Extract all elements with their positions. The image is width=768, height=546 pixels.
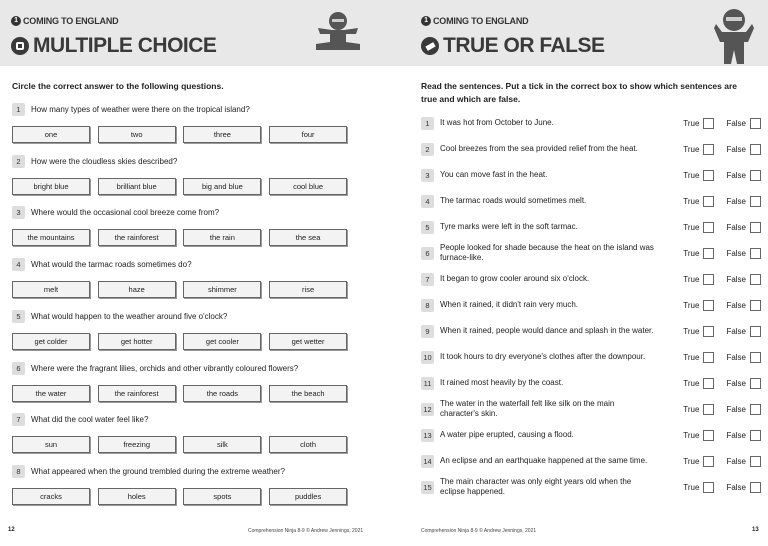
chapter-number: 1 — [11, 16, 21, 26]
false-checkbox[interactable] — [750, 300, 761, 311]
false-label: False — [726, 248, 746, 258]
true-checkbox[interactable] — [703, 170, 714, 181]
statement-text: The main character was only eight years old when the eclipse happened. — [440, 477, 632, 496]
statement-row — [421, 111, 761, 135]
statement-row — [421, 345, 761, 369]
statement-number: 1 — [421, 117, 434, 130]
question-number: 1 — [12, 103, 25, 116]
false-option[interactable] — [726, 222, 761, 233]
answer-option[interactable]: silk — [183, 436, 261, 453]
answer-option[interactable]: bright blue — [12, 178, 90, 195]
true-checkbox[interactable] — [703, 482, 714, 493]
answer-option[interactable]: four — [269, 126, 347, 143]
false-option[interactable] — [726, 118, 761, 129]
true-option[interactable] — [683, 248, 714, 259]
statement-text: The water in the waterfall felt like silk on the main character's skin. — [440, 399, 615, 418]
false-option[interactable] — [726, 300, 761, 311]
false-option[interactable] — [726, 378, 761, 389]
answer-option[interactable]: the beach — [269, 385, 347, 402]
statement-number: 9 — [421, 325, 434, 338]
statement-text: The tarmac roads would sometimes melt. — [440, 196, 587, 205]
false-checkbox[interactable] — [750, 196, 761, 207]
statement-number: 8 — [421, 299, 434, 312]
statement-number: 14 — [421, 455, 434, 468]
answer-option[interactable]: holes — [98, 488, 176, 505]
answer-option[interactable]: the rainforest — [98, 229, 176, 246]
true-checkbox[interactable] — [703, 196, 714, 207]
true-checkbox[interactable] — [703, 248, 714, 259]
thumbs-icon — [421, 37, 439, 55]
false-option[interactable] — [726, 196, 761, 207]
statement-number: 11 — [421, 377, 434, 390]
false-option[interactable] — [726, 482, 761, 493]
true-checkbox[interactable] — [703, 430, 714, 441]
true-checkbox[interactable] — [703, 300, 714, 311]
true-checkbox[interactable] — [703, 326, 714, 337]
chapter-label — [11, 16, 118, 26]
page-number: 12 — [8, 527, 15, 533]
answer-option[interactable]: freezing — [98, 436, 176, 453]
false-checkbox[interactable] — [750, 378, 761, 389]
statement-row — [421, 423, 761, 447]
false-checkbox[interactable] — [750, 326, 761, 337]
true-checkbox[interactable] — [703, 144, 714, 155]
statement-number: 4 — [421, 195, 434, 208]
chapter-label — [421, 16, 528, 26]
false-option[interactable] — [726, 430, 761, 441]
true-label: True — [683, 222, 700, 232]
true-label: True — [683, 274, 700, 284]
question — [12, 258, 192, 271]
true-label: True — [683, 352, 700, 362]
false-option[interactable] — [726, 274, 761, 285]
false-checkbox[interactable] — [750, 404, 761, 415]
statement-row — [421, 319, 761, 343]
false-checkbox[interactable] — [750, 248, 761, 259]
chapter-number: 1 — [421, 16, 431, 26]
answer-option[interactable]: the water — [12, 385, 90, 402]
statement-row — [421, 267, 761, 291]
false-label: False — [726, 378, 746, 388]
answer-option[interactable]: sun — [12, 436, 90, 453]
true-option[interactable] — [683, 378, 714, 389]
statement-number: 3 — [421, 169, 434, 182]
question-text: Where were the fragrant lilies, orchids and other vibrantly coloured flowers? — [31, 363, 299, 373]
true-checkbox[interactable] — [703, 222, 714, 233]
statement-row — [421, 449, 761, 473]
title-text: MULTIPLE CHOICE — [33, 34, 217, 57]
true-label: True — [683, 326, 700, 336]
answer-option[interactable]: puddles — [269, 488, 347, 505]
statement-row — [421, 475, 761, 499]
answer-option[interactable]: get hotter — [98, 333, 176, 350]
true-option[interactable] — [683, 482, 714, 493]
page-title — [11, 34, 216, 58]
true-option[interactable] — [683, 196, 714, 207]
statement-text: An eclipse and an earthquake happened at the same time. — [440, 456, 648, 465]
question-text: What would the tarmac roads sometimes do? — [31, 260, 192, 270]
false-option[interactable] — [726, 404, 761, 415]
answer-option[interactable]: melt — [12, 281, 90, 298]
statement-text: It took hours to dry everyone's clothes after the downpour. — [440, 352, 646, 361]
answer-option[interactable]: the rainforest — [98, 385, 176, 402]
false-label: False — [726, 482, 746, 492]
false-checkbox[interactable] — [750, 170, 761, 181]
answer-option[interactable]: brilliant blue — [98, 178, 176, 195]
false-label: False — [726, 404, 746, 414]
true-label: True — [683, 196, 700, 206]
answer-option[interactable]: big and blue — [183, 178, 261, 195]
statement-row — [421, 163, 761, 187]
true-label: True — [683, 170, 700, 180]
true-checkbox[interactable] — [703, 118, 714, 129]
true-option[interactable] — [683, 456, 714, 467]
false-option[interactable] — [726, 248, 761, 259]
statement-row — [421, 189, 761, 213]
instruction: Circle the correct answer to the following questions. — [12, 81, 224, 91]
statement-number: 10 — [421, 351, 434, 364]
true-option[interactable] — [683, 274, 714, 285]
true-option[interactable] — [683, 170, 714, 181]
statement-number: 6 — [421, 247, 434, 260]
statement-text: People looked for shade because the heat on the island was furnace-like. — [440, 243, 654, 262]
false-checkbox[interactable] — [750, 352, 761, 363]
true-option[interactable] — [683, 430, 714, 441]
false-option[interactable] — [726, 144, 761, 155]
statement-text: You can move fast in the heat. — [440, 170, 548, 179]
true-label: True — [683, 118, 700, 128]
statement-text: Tyre marks were left in the soft tarmac. — [440, 222, 578, 231]
true-checkbox[interactable] — [703, 456, 714, 467]
answer-option[interactable]: haze — [98, 281, 176, 298]
question-number: 8 — [12, 465, 25, 478]
question-number: 7 — [12, 413, 25, 426]
question — [12, 465, 285, 478]
answer-option[interactable]: the roads — [183, 385, 261, 402]
answer-option[interactable]: get wetter — [269, 333, 347, 350]
true-option[interactable] — [683, 326, 714, 337]
chapter-name: COMING TO ENGLAND — [23, 16, 119, 26]
footer-copyright: Comprehension Ninja 8-9 © Andrew Jennings, 2021 — [421, 528, 537, 534]
false-checkbox[interactable] — [750, 456, 761, 467]
false-label: False — [726, 170, 746, 180]
question — [12, 103, 250, 116]
ninja-icon — [312, 10, 364, 52]
true-label: True — [683, 404, 700, 414]
true-checkbox[interactable] — [703, 378, 714, 389]
question-text: What appeared when the ground trembled during the extreme weather? — [31, 466, 285, 476]
statement-number: 15 — [421, 481, 434, 494]
question-number: 6 — [12, 362, 25, 375]
statement-text: It rained most heavily by the coast. — [440, 378, 564, 387]
title-text: TRUE OR FALSE — [443, 34, 605, 57]
true-checkbox[interactable] — [703, 352, 714, 363]
false-checkbox[interactable] — [750, 430, 761, 441]
true-label: True — [683, 456, 700, 466]
question — [12, 362, 298, 375]
question — [12, 206, 219, 219]
statement-row — [421, 371, 761, 395]
answer-option[interactable]: one — [12, 126, 90, 143]
right-page — [384, 0, 768, 546]
question-number: 4 — [12, 258, 25, 271]
true-option[interactable] — [683, 404, 714, 415]
statement-number: 12 — [421, 403, 434, 416]
false-label: False — [726, 430, 746, 440]
true-option[interactable] — [683, 352, 714, 363]
false-label: False — [726, 352, 746, 362]
true-checkbox[interactable] — [703, 404, 714, 415]
question-text: How many types of weather were there on the tropical island? — [31, 105, 250, 114]
answer-option[interactable]: spots — [183, 488, 261, 505]
true-checkbox[interactable] — [703, 274, 714, 285]
chapter-name: COMING TO ENGLAND — [433, 16, 529, 26]
statement-row — [421, 137, 761, 161]
question-number: 2 — [12, 155, 25, 168]
statement-text: A water pipe erupted, causing a flood. — [440, 430, 574, 439]
question — [12, 413, 148, 426]
false-option[interactable] — [726, 170, 761, 181]
question-text: What did the cool water feel like? — [31, 415, 149, 425]
page-title — [421, 34, 605, 58]
false-label: False — [726, 196, 746, 206]
multiple-choice-icon — [11, 37, 29, 55]
statement-text: It began to grow cooler around six o'clock. — [440, 274, 590, 283]
answer-option[interactable]: two — [98, 126, 176, 143]
statement-row — [421, 241, 761, 265]
false-label: False — [726, 326, 746, 336]
false-label: False — [726, 456, 746, 466]
statement-text: Cool breezes from the sea provided relief from the heat. — [440, 144, 638, 153]
answer-option[interactable]: the mountains — [12, 229, 90, 246]
false-option[interactable] — [726, 352, 761, 363]
page-number: 13 — [752, 527, 759, 533]
statement-number: 13 — [421, 429, 434, 442]
instruction: Read the sentences. Put a tick in the correct box to show which sentences are true and which are false. — [421, 81, 738, 104]
true-label: True — [683, 144, 700, 154]
statement-text: It was hot from October to June. — [440, 118, 554, 127]
true-label: True — [683, 248, 700, 258]
true-option[interactable] — [683, 300, 714, 311]
statement-text: When it rained, it didn't rain very much. — [440, 300, 579, 309]
false-checkbox[interactable] — [750, 274, 761, 285]
statement-number: 7 — [421, 273, 434, 286]
false-label: False — [726, 118, 746, 128]
answer-option[interactable]: rise — [269, 281, 347, 298]
answer-option[interactable]: shimmer — [183, 281, 261, 298]
statement-text: When it rained, people would dance and splash in the water. — [440, 326, 654, 335]
statement-number: 2 — [421, 143, 434, 156]
false-label: False — [726, 300, 746, 310]
statement-row — [421, 215, 761, 239]
answer-option[interactable]: cool blue — [269, 178, 347, 195]
statement-number: 5 — [421, 221, 434, 234]
false-label: False — [726, 144, 746, 154]
answer-option[interactable]: the rain — [183, 229, 261, 246]
true-label: True — [683, 300, 700, 310]
question-text: How were the cloudless skies described? — [31, 156, 178, 166]
question-text: What would happen to the weather around five o'clock? — [31, 311, 228, 321]
false-checkbox[interactable] — [750, 144, 761, 155]
answer-option[interactable]: get cooler — [183, 333, 261, 350]
true-option[interactable] — [683, 222, 714, 233]
false-label: False — [726, 274, 746, 284]
true-label: True — [683, 378, 700, 388]
question — [12, 310, 227, 323]
question-text: Where would the occasional cool breeze come from? — [31, 208, 220, 218]
statement-row — [421, 397, 761, 421]
answer-option[interactable]: three — [183, 126, 261, 143]
true-label: True — [683, 482, 700, 492]
answer-option[interactable]: cracks — [12, 488, 90, 505]
answer-option[interactable]: get colder — [12, 333, 90, 350]
question — [12, 155, 177, 168]
answer-option[interactable]: cloth — [269, 436, 347, 453]
true-option[interactable] — [683, 118, 714, 129]
false-option[interactable] — [726, 326, 761, 337]
true-label: True — [683, 430, 700, 440]
ninja-icon — [714, 6, 754, 64]
false-option[interactable] — [726, 456, 761, 467]
question-number: 3 — [12, 206, 25, 219]
false-checkbox[interactable] — [750, 118, 761, 129]
statement-row — [421, 293, 761, 317]
footer-copyright: Comprehension Ninja 8-9 © Andrew Jennings, 2021 — [248, 528, 364, 534]
false-label: False — [726, 222, 746, 232]
false-checkbox[interactable] — [750, 482, 761, 493]
answer-option[interactable]: the sea — [269, 229, 347, 246]
false-checkbox[interactable] — [750, 222, 761, 233]
true-option[interactable] — [683, 144, 714, 155]
question-number: 5 — [12, 310, 25, 323]
